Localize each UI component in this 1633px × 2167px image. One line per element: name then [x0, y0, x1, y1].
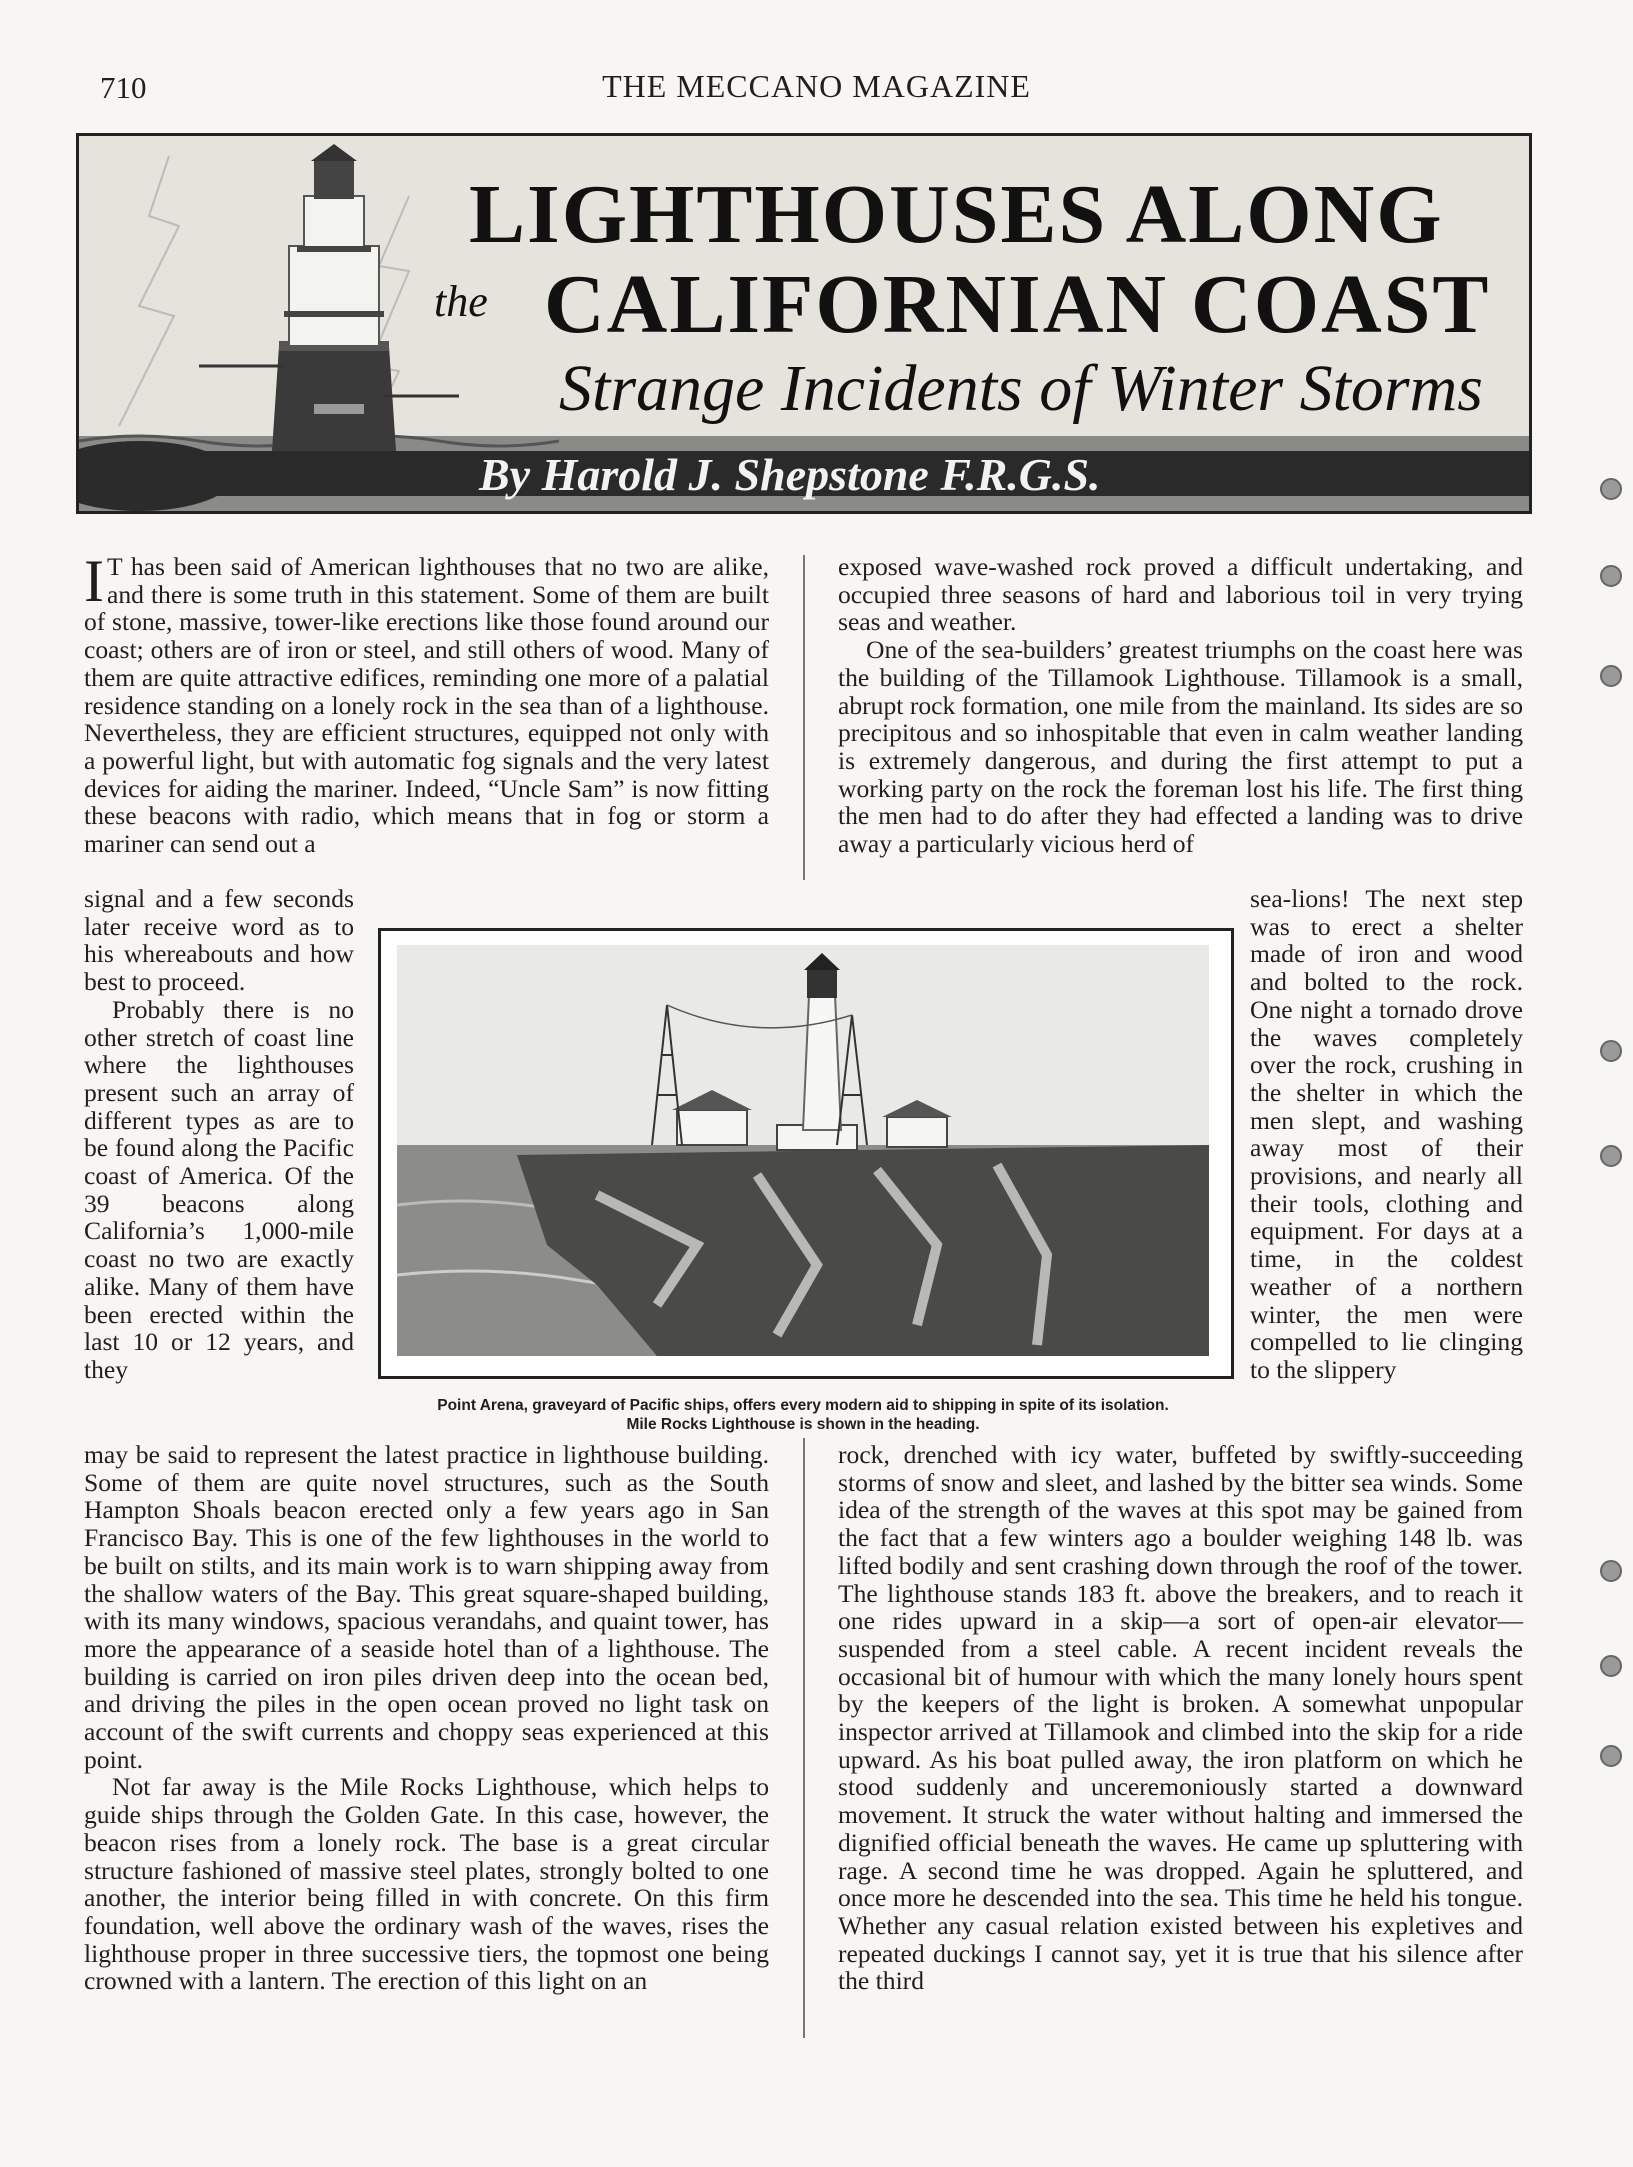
- binder-hole: [1600, 1040, 1622, 1062]
- binder-hole: [1600, 1560, 1622, 1582]
- headline-line-1: LIGHTHOUSES ALONG: [469, 168, 1444, 261]
- paragraph-4-end: rock, drenched with icy water, buffeted by swiftly-succeeding storms of snow and sleet, and lashed by the bitter sea winds. Some idea of the strength of the waves at this spot may be gained from the fact that a few winters ago a boulder weighing 148 lb. was lifted bodily and sent crashing down through the roof of the tower. The lighthouse stands 183 ft. above the breakers, and to reach it one rides upward in a skip—a sort of open-air elevator—suspended from a steel cable. A recent incident reveals the occasional bit of humour with which the many lonely hours spent by the keepers of the light is broken. A somewhat unpopular inspector arrived at Tillamook and climbed into the skip for a ride upward. As his boat pulled away, the iron platform on which he stood suddenly and unceremoniously started a downward movement. It struck the water without halting and immersed the dignified official beneath the waves. He came up spluttering with rage. A second time he was dropped. Again he spluttered, and once more he descended into the sea. This time he held his tongue. Whether any casual relation existed between his expletives and repeated duckings I cannot say, yet it is true that his silence after the third: [838, 1440, 1523, 1996]
- paragraph-4-cont: sea-lions! The next step was to erect a shelter made of iron and wood and bolted to the rock. One night a tornado drove the waves completely over the rock, crushing in the shelter in which the men slept, and washing away most of their provisions, and nearly all their tools, clothing and equipment. For days at a time, in the coldest weather of a northern winter, the men were compelled to lie clinging to the slippery: [1250, 884, 1523, 1384]
- left-column-top: [84, 548, 769, 859]
- header-banner: [76, 133, 1532, 514]
- paragraph-3: Not far away is the Mile Rocks Lighthouse, which helps to guide ships through the Golden Gate. In this case, however, the beacon rises from a lonely rock. The base is a great circular structure fashioned of massive steel plates, strongly bolted to one another, the interior being filled in with concrete. On this firm foundation, well above the ordinary wash of the waves, rises the lighthouse proper in three successive tiers, the topmost one being crowned with a lantern. The erection of this light on an: [84, 1772, 769, 1996]
- point-arena-lighthouse-photo: [397, 945, 1209, 1356]
- caption-line-1: Point Arena, graveyard of Pacific ships, offers every modern aid to shipping in spite of its isolation.: [437, 1397, 1169, 1414]
- point-arena-photo-frame: [378, 928, 1234, 1379]
- photo-caption: [378, 1396, 1228, 1434]
- paragraph-1: T has been said of American lighthouses that no two are alike, and there is some truth in this statement. Some of them are built of stone, massive, tower-like erections like those found around our coast; others are of iron or steel, and still others of wood. Many of them are quite attractive edifices, reminding one more of a palatial residence standing on a lonely rock in the sea than of a lighthouse. Nevertheless, they are efficient structures, equipped not only with a powerful light, but with automatic fog signals and the very latest devices for aiding the mariner. Indeed, “Uncle Sam” is now fitting these beacons with radio, which means that in fog or storm a mariner can send out a: [84, 552, 769, 859]
- binder-hole: [1600, 565, 1622, 587]
- drop-cap: I: [84, 548, 104, 614]
- binder-hole: [1600, 478, 1622, 500]
- running-head: THE MECCANO MAGAZINE: [602, 68, 1031, 104]
- paragraph-2: Probably there is no other stretch of coast line where the lighthouses present such an array of different types as are to be found along the Pacific coast of America. Of the 39 beacons along California’s 1,000-mile coast no two are exactly alike. Many of them have been erected within the last 10 or 12 years, and they: [84, 994, 354, 1384]
- paragraph-4: One of the sea-builders’ greatest triumphs on the coast here was the building of the Tillamook Lighthouse. Tillamook is a small, abrupt rock formation, one mile from the mainland. Its sides are so precipitous and so inhospitable that even in calm weather landing is extremely dangerous, and during the first attempt to put a working party on the rock the foreman lost his life. The first thing the men had to do after they had effected a landing was to drive away a particularly vicious herd of: [838, 635, 1523, 859]
- headline-line-2: CALIFORNIAN COAST: [544, 258, 1491, 351]
- right-column-narrow: [1250, 885, 1523, 1384]
- page-number: 710: [100, 70, 147, 105]
- column-rule-bottom: [803, 1438, 805, 2038]
- column-rule-top: [803, 555, 805, 880]
- right-column-top: [838, 553, 1523, 858]
- headline-the: the: [434, 277, 488, 326]
- headline-subtitle: Strange Incidents of Winter Storms: [559, 352, 1483, 425]
- binder-hole: [1600, 1145, 1622, 1167]
- left-column-bottom: [84, 1441, 769, 1995]
- right-column-bottom: [838, 1441, 1523, 1995]
- paragraph-1-end: signal and a few seconds later receive word as to his whereabouts and how best to proceed.: [84, 884, 354, 997]
- paragraph-3-end: exposed wave-washed rock proved a difficult undertaking, and occupied three seasons of hard and laborious toil in very trying seas and weather.: [838, 552, 1523, 637]
- paragraph-2-end: may be said to represent the latest practice in lighthouse building. Some of them are quite novel structures, such as the South Hampton Shoals beacon erected only a few years ago in San Francisco Bay. This is one of the few lighthouses in the world to be built on stilts, and its main work is to warn shipping away from the shallow waters of the Bay. This great square-shaped building, with its many windows, spacious verandahs, and quaint tower, has more the appearance of a seaside hotel than of a lighthouse. The building is carried on iron piles driven deep into the ocean bed, and driving the piles in the open ocean proved no light task on account of the swift currents and choppy seas experienced at this point.: [84, 1440, 769, 1774]
- caption-line-2: Mile Rocks Lighthouse is shown in the heading.: [626, 1416, 980, 1433]
- left-column-narrow: [84, 885, 354, 1384]
- binder-hole: [1600, 1655, 1622, 1677]
- byline: By Harold J. Shepstone F.R.G.S.: [479, 449, 1101, 500]
- binder-hole: [1600, 1745, 1622, 1767]
- binder-hole: [1600, 665, 1622, 687]
